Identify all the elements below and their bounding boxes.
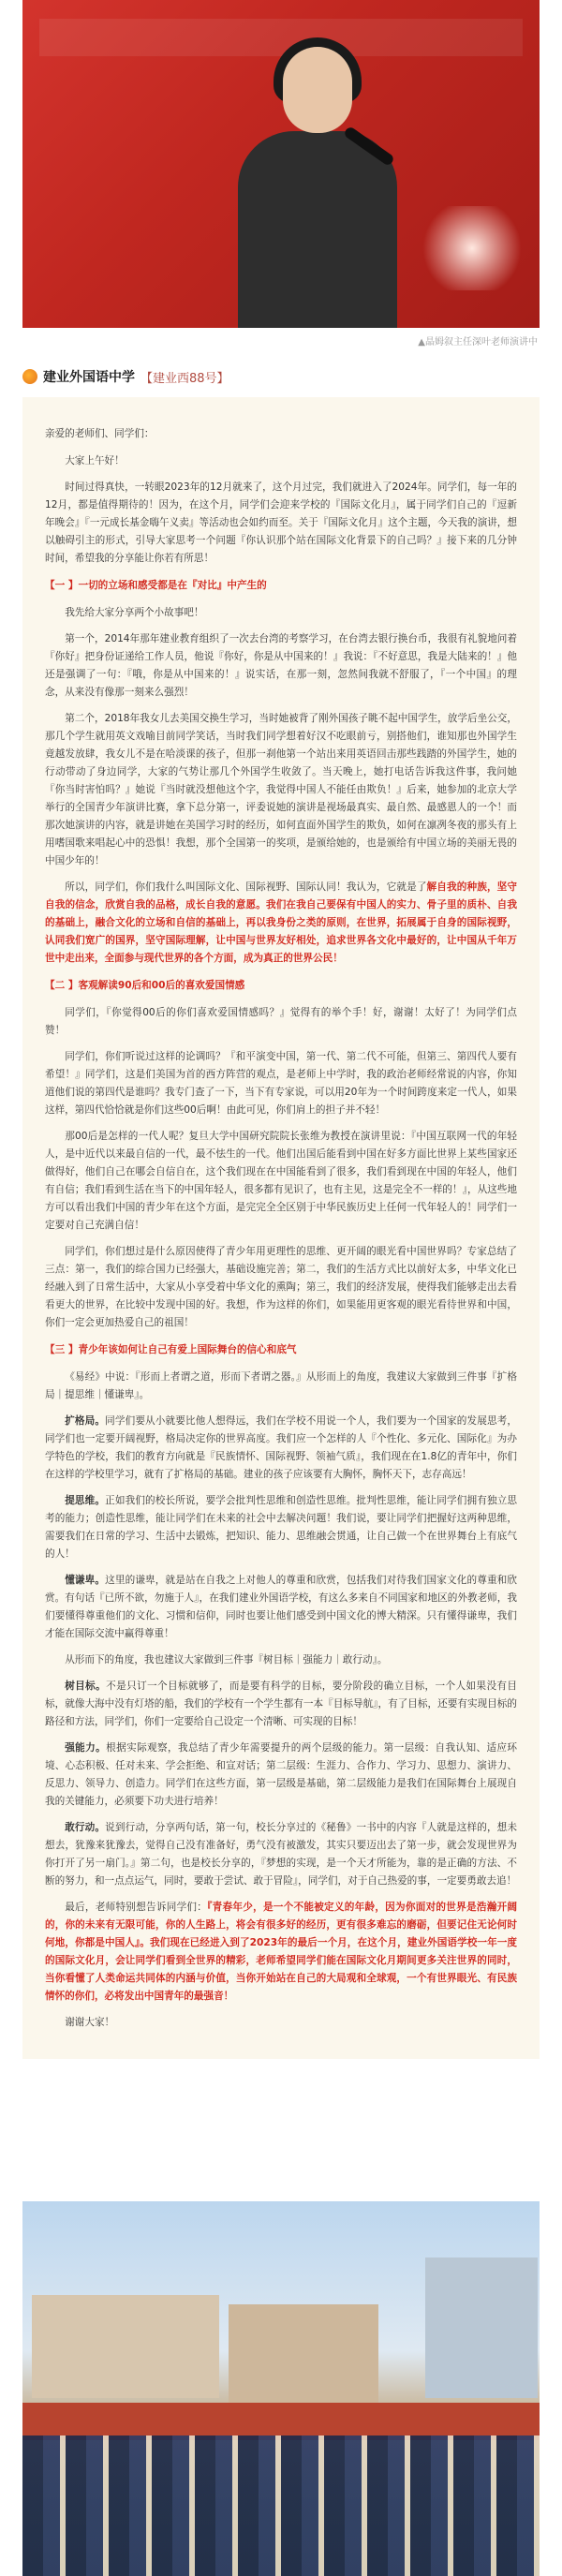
paragraph-text: 不是只订一个目标就够了，而是要有科学的目标，要分阶段的确立目标，一个人如果没有目标，就像大海中没有灯塔的船，我们的学校有一个学生都有一本『目标导航』，有了目标，还要有实现目标的路径和方法，同学们，你们一定要给自己设定一个清晰、可实现的目标！ [45,1680,518,1727]
paragraph-text: 说到行动，分享两句话，第一句，校长分享过的《秘鲁》一书中的内容『人就是这样的，想未想去，犹豫来犹豫去，觉得自己没有准备好，勇气没有被激发，其实只要迈出去了第一步，就会发现世界为你打开了另一扇门。』第二句，也是校长分享的，『梦想的实现，是一个天才所能为，靠的是正确的方法、不断的努力，和一点点运气，同时，要敢于尝试、敢于冒险』，同学们，对于自己热爱的事，一定要勇敢去追！ [45,1822,518,1887]
greeting: 亲爱的老师们、同学们： [45,428,155,439]
school-name: 建业外国语中学 [43,370,135,385]
paragraph: 同学们，你们听说过这样的论调吗？『和平演变中国，第一代、第二代不可能，但第三、第四代人要有希望！』同学们，这是们美国为首的西方阵营的观点，是老师上中学时，我的政治老师经常说的内容，你知道他们说的第四代是谁吗？我专门查了一下，当下有专家说，可以用20年为一个时间跨度来定一代人，如果这样，第四代恰恰就是你们这些00后啊！由此可见，你们肩上的担子并不轻！ [45,1051,517,1116]
paragraph-text: 同学们要从小就要比他人想得远，我们在学校不用说一个人，我们要为一个国家的发展思考，同学们也一定要开阔视野，格局决定你的世界高度。我们应一个怎样的人『个性化、多元化、国际化』为办学特色的学校，我们的教育方向就是『民族情怀、国际视野、领袖气质』，我们现在在1.8亿的青年中，你们在这样的学校里学习，就有了扩格局的基础。建业的孩子应该要有大胸怀，胸怀天下，志存高远！ [45,1415,518,1480]
paragraph [45,1740,517,1811]
lead-term: 扩格局。 [65,1415,106,1427]
paragraph-text: 这里的谦卑，就是站在自我之上对他人的尊重和欣赏，包括我们对待我们国家文化的尊重和欣赏。有句话『已所不欲，勿施于人』，在我们建业外国语学校，有这么多来自不同国家和地区的外教老师，我们要懂得尊重他们的文化、习惯和信仰，同时也要让他们感受到中国文化的博大精深。只有懂得谦卑，我们才能在国际交流中赢得尊重！ [45,1575,518,1639]
school-logo-icon [22,369,37,384]
highlight-text: 『青春年少，是一个不能被定义的年龄，因为你面对的世界是浩瀚开阔的，你的未来有无限可能，你的人生路上，将会有很多好的经历，更有很多难忘的磨砺，但要记住无论何时何地，你都是中国人』。我们现在已经进入到了2023年的最后一个月，在这个月，建业外国语学校一年一度的国际文化月，会让同学们看到全世界的精彩，老师希望同学们能在国际文化月期间更多关注世界的同时，当你看懂了人类命运共同体的内涵与价值，当你开始站在自己的大局观和全球观，一个有世界眼光、有民族情怀的你们，必将发出中国青年的最强音！ [45,1902,517,2002]
paragraph: 第一个，2014年那年建业教育组织了一次去台湾的考察学习，在台湾去银行换台币，我很有礼貌地问着『你好』把身份证递给工作人员，他说『你好，你是从中国来的！』我说：『不好意思，我是大陆来的！』他还是强调了一句：『哦，你是从中国来的！』说实话，在那一刻，忽然间我就不舒服了，『一个中国』的理念，从来没有像那一刻来么强烈！ [45,633,517,698]
student-crowd [22,2435,540,2576]
paragraph-text: 最后，老师特别想告诉同学们： [65,1902,208,1913]
school-building [425,2258,538,2398]
paragraph-text: 所以，同学们，你们我什么叫国际文化、国际视野、国际认同！我认为，它就是了 [65,881,427,893]
paragraph [45,879,517,968]
paragraph [45,1492,517,1563]
photo-caption: ▲晶姆叙主任深叶老师演讲中 [418,337,538,348]
paragraph: 同学们，你们想过是什么原因使得了青少年用更理性的思维、更开阔的眼光看中国世界吗？专家总结了三点：第一，我们的综合国力已经强大，基础设施完善；第二，我们的生活方式比以前好太多，中华文化已经融入到了日常生活中，大家从小享受着中华文化的熏陶；第三，我们的经济发展，使得我们能够走出去看看更大的世界，在比较中发现中国的好。我想，作为这样的你们，如果能用更客观的眼光看待世界和中国，你们一定会更加热爱自己的祖国！ [45,1246,517,1328]
lead-term: 提思维。 [65,1495,106,1506]
lead-term: 树目标。 [65,1680,107,1692]
running-track [22,2403,540,2440]
speaker-photo [22,0,540,328]
school-header [22,365,540,388]
paragraph [45,1899,517,2006]
paragraph-text: 根据实际观察，我总结了青少年需要提升的两个层级的能力。第一层级：自我认知、适应环境、心态积极、任对未来、学会拒绝、和宣对话；第二层级：生涯力、合作力、学习力、思想力、演讲力、反思力、领导力、创造力。同学们在这些方面，第一层级是基础，第二层级能力是我们在国际舞台上展现自我的关键能力，必须要下功夫进行培养！ [45,1742,518,1807]
speech-article [22,397,540,2059]
lead-term: 敢行动。 [65,1822,106,1833]
school-building [32,2295,219,2398]
paragraph: 那00后是怎样的一代人呢？复旦大学中国研究院院长张维为教授在演讲里说：『中国互联网一代的年轻人，是中近代以来最自信的一代，最不怯生的一代。他们出国后能看到中国在好多方面比世界上某些国家还做得好，他们自己在哪会自信自在，这个我们现在在中国能看到了很多，我们看到现在中国的年轻人，他们有自信；我们看到生活在当下的中国年轻人，很多都有见识了，也有主见，这是完全不一样的！』，从这些地方可以看出我们中国的青少年在这个方面，是完完全全区别于中华民族历史上任何一代年轻人的！同学们一定要对自己充满自信！ [45,1131,517,1231]
section-heading: 【一 】一切的立场和感受都是在『对比』中产生的 [45,580,267,591]
school-building [229,2304,378,2407]
speaker-figure [229,37,407,328]
paragraph: 第二个，2018年我女儿去美国交换生学习，当时她被背了刚外国孩子眺不起中国学生，放学后坐公交，那几个学生就用英文戏喻目前同学笑话，当时我们同学想着好汉不吃眼前亏，别搭他们，谁知那也外国学生竟越发放肆，我女儿不是在哈淡课的孩子，但那一刹他第一个站出来用英语回击那些践踏的外国学生，她的行动带动了身边同学，大家的气势让那几个外国学生收敛了。当天晚上，她打电话告诉我这件事，我问她『你当时害怕吗？』她说『当时就没想他这个字，我觉得中国人不能任由欺负！』后来，她参加的北京大学举行的全国青少年演讲比赛，拿下总分第一，评委说她的演讲是视场最真实、最自然、最感恩人的一个！而那次她演讲的内容，就是讲她在美国学习时的经历，如何直面外国学生的欺负，如何在凛冽冬夜的那头有上用嗜国歌来唱起心中的恐惧！我想，那个全国第一的奖项，是颁给她的，也是颁给有中国立场的美丽无畏的中国少年的！ [45,713,517,866]
opening: 大家上午好！ [65,455,125,466]
paragraph-text: 正如我们的校长所说，要学会批判性思维和创造性思维。批判性思维，能让同学们拥有独立思考的能力；创造性思维，能让同学们在未来的社会中去解决问题！我们说，要让同学们把握好这两种思维，需要我们在日常的学习、生活中去锻炼，把知识、能力、思维融会贯通，让自己做一个在世界舞台上有底气的人！ [45,1495,518,1560]
paragraph: 同学们，『你觉得00后的你们喜欢爱国情感吗？』觉得有的举个手！好，谢谢！太好了！为同学们点赞！ [45,1007,517,1036]
school-tag: 【建业西88号】 [140,371,229,386]
closing: 谢谢大家！ [65,2017,115,2028]
lead-term: 懂谦卑。 [65,1575,106,1586]
paragraph [45,1819,517,1890]
paragraph [45,1572,517,1643]
paragraph [45,1413,517,1484]
paragraph [45,1678,517,1731]
paragraph: 《易经》中说：『形而上者谓之道，形而下者谓之器。』从形而上的角度，我建议大家做到三件事『扩格局｜提思维｜懂谦卑』。 [45,1371,517,1400]
students-photo [22,2201,540,2576]
lead-term: 强能力。 [65,1742,107,1754]
highlight-text: 解自我的种族，坚守自我的信念，欣赏自我的品格，成长自我的意愿。我们在我自己要保有中国人的实力、骨子里的质朴、自我的基础上，融合文化的立场和自信的基础上，再以我身份之类的原则，在世界，拓展属于自身的国际视野，认同我们宽广的国界，坚守国际理解，让中国与世界友好相处，追求世界各文化中最好的，让中国从千年万世中走出来，全面参与现代世界的各个方面，成为真正的世界公民！ [45,881,517,964]
section-heading: 【三 】青少年该如何让自己有爱上国际舞台的信心和底气 [45,1344,297,1355]
paragraph: 时间过得真快，一转眼2023年的12月就来了，这个月过完，我们就进入了2024年。同学们，每一年的12月，都是值得期待的！因为，在这个月，同学们会迎来学校的『国际文化月』，属于同学们自己的『逗新年晚会』『一元成长基金嗨午义卖』等活动也会如约而至。关于『国际文化月』这个主题，今天我的演讲，想以触碍引主的形式，引导大家思考一个问题『你认识那个站在国际文化背景下的自己吗？』接下来的几分钟时间，希望我的分享能让你若有所思！ [45,481,517,564]
section-heading: 【二 】客观解读90后和00后的喜欢爱国情感 [45,980,245,991]
paragraph: 从形而下的角度，我也建议大家做到三件事『树目标｜强能力｜敢行动』。 [65,1654,388,1666]
paragraph: 我先给大家分享两个小故事吧！ [65,607,204,618]
